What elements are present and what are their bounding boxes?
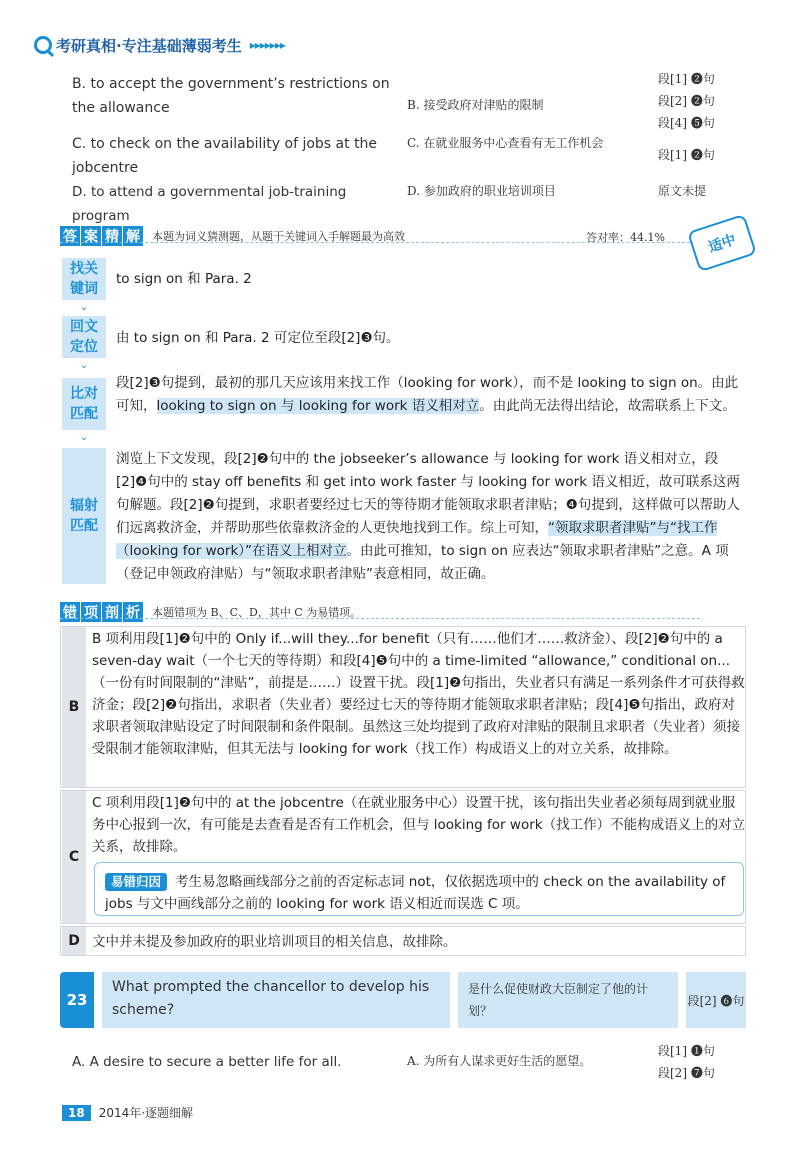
step-text-compare: 段[2]❸句提到，最初的那几天应该用来找工作（looking for work），而不是 looking to sign on。由此可知，looking to sign on 与 looking for work 语义相对立。由此尚无法得出结论，故需联系上下文。 (116, 375, 739, 414)
error-letter: B (62, 627, 86, 787)
error-text: 文中并未提及参加政府的职业培训项目的相关信息，故排除。 (92, 934, 457, 950)
footer-text: 2014年·逐题细解 (98, 1106, 194, 1120)
error-section-bar (60, 602, 361, 622)
option-en: D. to attend a governmental job-training program (72, 184, 347, 224)
section-divider (60, 242, 700, 243)
option-ref: 段[1] ❷句 段[2] ❷句 段[4] ❺句 (658, 72, 715, 130)
magnifier-logo-icon (34, 36, 52, 54)
page-header (34, 34, 285, 56)
tip-label: 易错归因 (105, 873, 167, 891)
question-ref: 段[2] ❻句 (686, 972, 746, 1028)
chevron-down-icon: ⌄ (80, 302, 89, 313)
question-bar (60, 972, 746, 1028)
highlight: “领取求职者津贴”与“找工作（looking for work）”在语义上相对立 (116, 520, 718, 559)
page-footer (62, 1104, 193, 1121)
option-ref: 原文未提 (658, 184, 707, 198)
step-text-locate: 由 to sign on 和 Para. 2 可定位至段[2]❸句。 (116, 330, 400, 346)
step-tag-find-keywords: 找关 键词 (62, 258, 106, 300)
option-zh: D. 参加政府的职业培训项目 (407, 184, 556, 198)
error-letter: C (62, 791, 86, 923)
next-option-en: A. A desire to secure a better life for all. (72, 1054, 342, 1070)
page-number: 18 (62, 1105, 91, 1121)
error-text: C 项利用段[1]❷句中的 at the jobcentre（在就业服务中心）设置干扰，该句指出失业者必须每周到就业服务中心报到一次，有可能是去查看是否有工作机会，但与 looking for work（找工作）不能构成语义上的对立关系，故排除。 (92, 795, 746, 855)
step-tag-locate: 回文 定位 (62, 316, 106, 358)
question-number: 23 (60, 972, 94, 1028)
correct-rate: 答对率：44.1% (586, 231, 665, 244)
option-zh: B. 接受政府对津贴的限制 (407, 98, 544, 112)
header-arrows-icon: ▸▸▸▸▸▸▸ (249, 38, 285, 52)
step-text-find-keywords: to sign on 和 Para. 2 (116, 271, 252, 287)
answer-section-tag: 答 案 精 解 (60, 226, 144, 246)
step-tag-expand: 辐射 匹配 (62, 448, 106, 584)
next-option-ref: 段[1] ❶句 段[2] ❼句 (658, 1044, 715, 1080)
answer-section-note: 本题为词义猜测题，从题干关键词入手解题最为高效 (152, 230, 405, 243)
tip-text: 考生易忽略画线部分之前的否定标志词 not，仅依据选项中的 check on the availability of jobs 与文中画线部分之前的 looking for work 语义相近而误选 C 项。 (105, 874, 726, 912)
error-tip-box (94, 862, 744, 916)
question-en: What prompted the chancellor to develop his scheme? (102, 972, 450, 1028)
answer-section-bar (60, 226, 405, 246)
option-en: C. to check on the availability of jobs at the jobcentre (72, 136, 378, 176)
header-title: 考研真相·专注基础薄弱考生 (56, 36, 242, 55)
option-ref: 段[1] ❷句 (658, 148, 715, 162)
error-text: B 项利用段[1]❷句中的 Only if...will they...for benefit（只有……他们才……救济金）、段[2]❷句中的 a seven-day wait（一个七天的等待期）和段[4]❺句中的 a time-limited “allowance,” conditional on...（一份有时间限制的“津贴”，前提是……）设置干扰。段[1]❷句指出，失业者只有满足一系列条件才可获得救济金；段[2]❷句指出，求职者（失业者）要经过七天的等待期才能领取求职者津贴；段[4]❺句指出，政府对求职者领取津贴设定了时间限制和条件限制。虽然这三处均提到了政府对津贴的限制且求职者（失业者）须接受限制才能领取津贴，但其无法与 looking for work（找工作）构成语义上的对立关系，故排除。 (92, 631, 745, 757)
option-en: B. to accept the government’s restrictions on the allowance (72, 76, 390, 116)
error-letter: D (62, 927, 86, 955)
error-section-note: 本题错项为 B、C、D，其中 C 为易错项。 (152, 606, 362, 619)
step-text-expand: 浏览上下文发现，段[2]❷句中的 the jobseeker’s allowance 与 looking for work 语义相对立，段[2]❹句中的 stay off benefits 和 get into work faster 与 looking for work 语义相近，故可联系这两句解题。段[2]❷句提到，求职者要经过七天的等待期才能领取求职者津贴；❹句提到，这样做可以帮助人们远离救济金，并帮助那些依靠救济金的人更快地找到工作。综上可知，“领取求职者津贴”与“找工作（looking for work）”在语义上相对立。由此可推知，to sign on 应表达“领取求职者津贴”之意。A 项（登记申领政府津贴）与“领取求职者津贴”表意相同，故正确。 (116, 451, 740, 582)
section-divider (60, 618, 700, 619)
step-tag-compare: 比对 匹配 (62, 378, 106, 430)
next-option-zh: A. 为所有人谋求更好生活的愿望。 (407, 1054, 592, 1068)
highlight: looking to sign on 与 looking for work 语义相对立 (156, 398, 480, 414)
error-section-tag: 错 项 剖 析 (60, 602, 144, 622)
option-zh: C. 在就业服务中心查看有无工作机会 (407, 136, 604, 150)
chevron-down-icon: ⌄ (80, 360, 89, 371)
chevron-down-icon: ⌄ (80, 432, 89, 443)
question-zh: 是什么促使财政大臣制定了他的计划？ (458, 972, 678, 1028)
difficulty-badge: 适中 (687, 214, 757, 272)
